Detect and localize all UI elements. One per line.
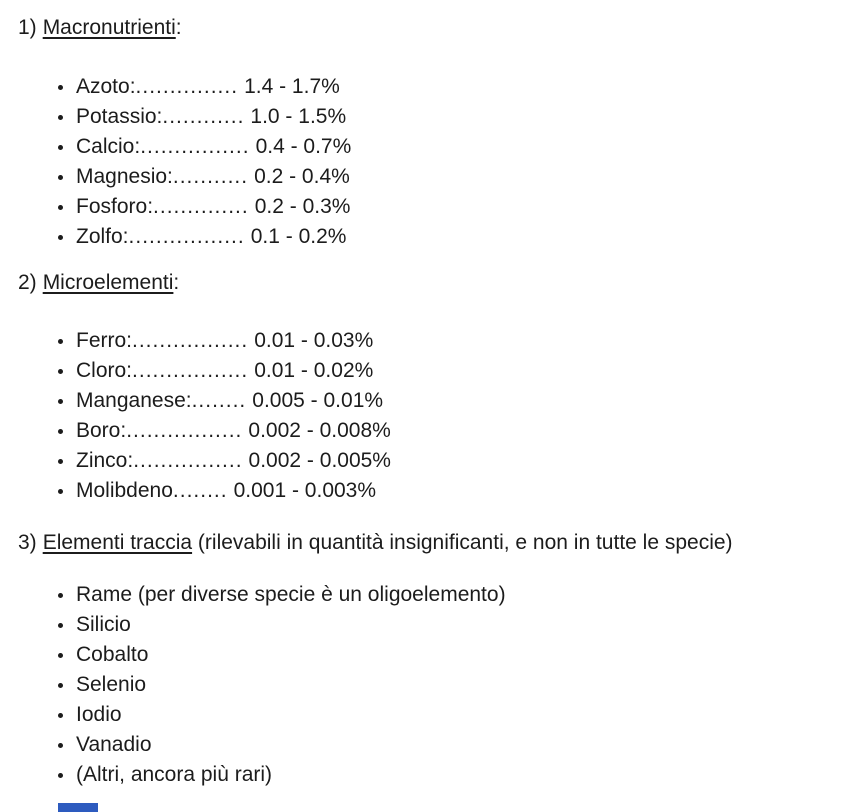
nutrient-row	[58, 476, 856, 506]
nutrient-name: Potassio:	[76, 105, 163, 128]
nutrient-name: Molibdeno	[76, 479, 173, 502]
section-suffix: :	[175, 16, 182, 39]
microelements-list	[58, 326, 856, 506]
nutrient-row	[58, 132, 856, 162]
nutrient-name: Azoto:	[76, 75, 136, 98]
section-heading-macronutrienti	[18, 13, 856, 43]
list-item	[58, 610, 856, 640]
dot-leader: .................	[128, 225, 245, 248]
nutrient-row	[58, 356, 856, 386]
nutrient-name: Magnesio:	[76, 165, 173, 188]
nutrient-name: Ferro:	[76, 329, 133, 352]
item-label: Vanadio	[76, 733, 152, 756]
section-title: Elementi traccia	[42, 531, 193, 554]
item-label: (Altri, ancora più rari)	[76, 763, 273, 786]
section-heading-microelementi	[18, 268, 856, 298]
dot-leader: ...............	[135, 75, 239, 98]
section-title: Macronutrienti	[42, 16, 176, 39]
nutrient-name: Cloro:	[76, 359, 133, 382]
nutrient-name: Fosforo:	[76, 195, 154, 218]
item-label: Rame (per diverse specie è un oligoelemento)	[76, 583, 506, 606]
nutrient-row	[58, 162, 856, 192]
item-label: Cobalto	[76, 643, 149, 666]
nutrient-row	[58, 192, 856, 222]
item-label: Selenio	[76, 673, 147, 696]
nutrient-row	[58, 222, 856, 252]
list-item	[58, 760, 856, 790]
dot-leader: ............	[162, 105, 245, 128]
dot-leader: ........	[191, 389, 247, 412]
nutrient-value: 0.1 - 0.2%	[250, 225, 347, 248]
list-item	[58, 670, 856, 700]
macronutrients-list	[58, 72, 856, 252]
nutrient-row	[58, 446, 856, 476]
nutrient-name: Calcio:	[76, 135, 141, 158]
dot-leader: ........	[172, 479, 228, 502]
nutrient-row	[58, 416, 856, 446]
nutrient-value: 0.002 - 0.005%	[248, 449, 391, 472]
nutrient-value: 0.005 - 0.01%	[252, 389, 384, 412]
section-suffix: (rilevabili in quantità insignificanti, e non in tutte le specie)	[192, 531, 733, 554]
trace-elements-list	[58, 580, 856, 790]
nutrient-row	[58, 326, 856, 356]
list-item	[58, 700, 856, 730]
nutrient-name: Zolfo:	[76, 225, 129, 248]
section-number: 2)	[18, 271, 37, 294]
nutrient-name: Manganese:	[76, 389, 192, 412]
section-heading-elementi-traccia	[18, 528, 856, 558]
list-item	[58, 580, 856, 610]
nutrient-name: Boro:	[76, 419, 127, 442]
dot-leader: .................	[132, 359, 249, 382]
list-item	[58, 640, 856, 670]
nutrient-row	[58, 72, 856, 102]
dot-leader: ..............	[153, 195, 249, 218]
nutrient-row	[58, 102, 856, 132]
item-label: Silicio	[76, 613, 131, 636]
nutrient-value: 0.002 - 0.008%	[248, 419, 391, 442]
nutrient-value: 0.2 - 0.3%	[254, 195, 351, 218]
list-item	[58, 730, 856, 760]
dot-leader: ................	[133, 449, 243, 472]
nutrient-row	[58, 386, 856, 416]
nutrient-name: Zinco:	[76, 449, 134, 472]
nutrient-value: 0.001 - 0.003%	[233, 479, 377, 502]
dot-leader: .................	[132, 329, 249, 352]
nutrient-value: 0.2 - 0.4%	[254, 165, 350, 188]
nutrient-value: 1.4 - 1.7%	[244, 75, 340, 98]
section-number: 1)	[18, 16, 37, 39]
section-number: 3)	[18, 531, 37, 554]
section-title: Microelementi	[42, 271, 174, 294]
nutrient-value: 0.01 - 0.02%	[254, 359, 374, 382]
dot-leader: .................	[126, 419, 243, 442]
nutrient-value: 1.0 - 1.5%	[250, 105, 347, 128]
nutrient-value: 0.01 - 0.03%	[254, 329, 374, 352]
nutrient-value: 0.4 - 0.7%	[255, 135, 352, 158]
section-suffix: :	[173, 271, 180, 294]
dot-leader: ................	[140, 135, 250, 158]
item-label: Iodio	[76, 703, 122, 726]
dot-leader: ...........	[172, 165, 249, 188]
partial-blue-element[interactable]	[58, 803, 98, 812]
